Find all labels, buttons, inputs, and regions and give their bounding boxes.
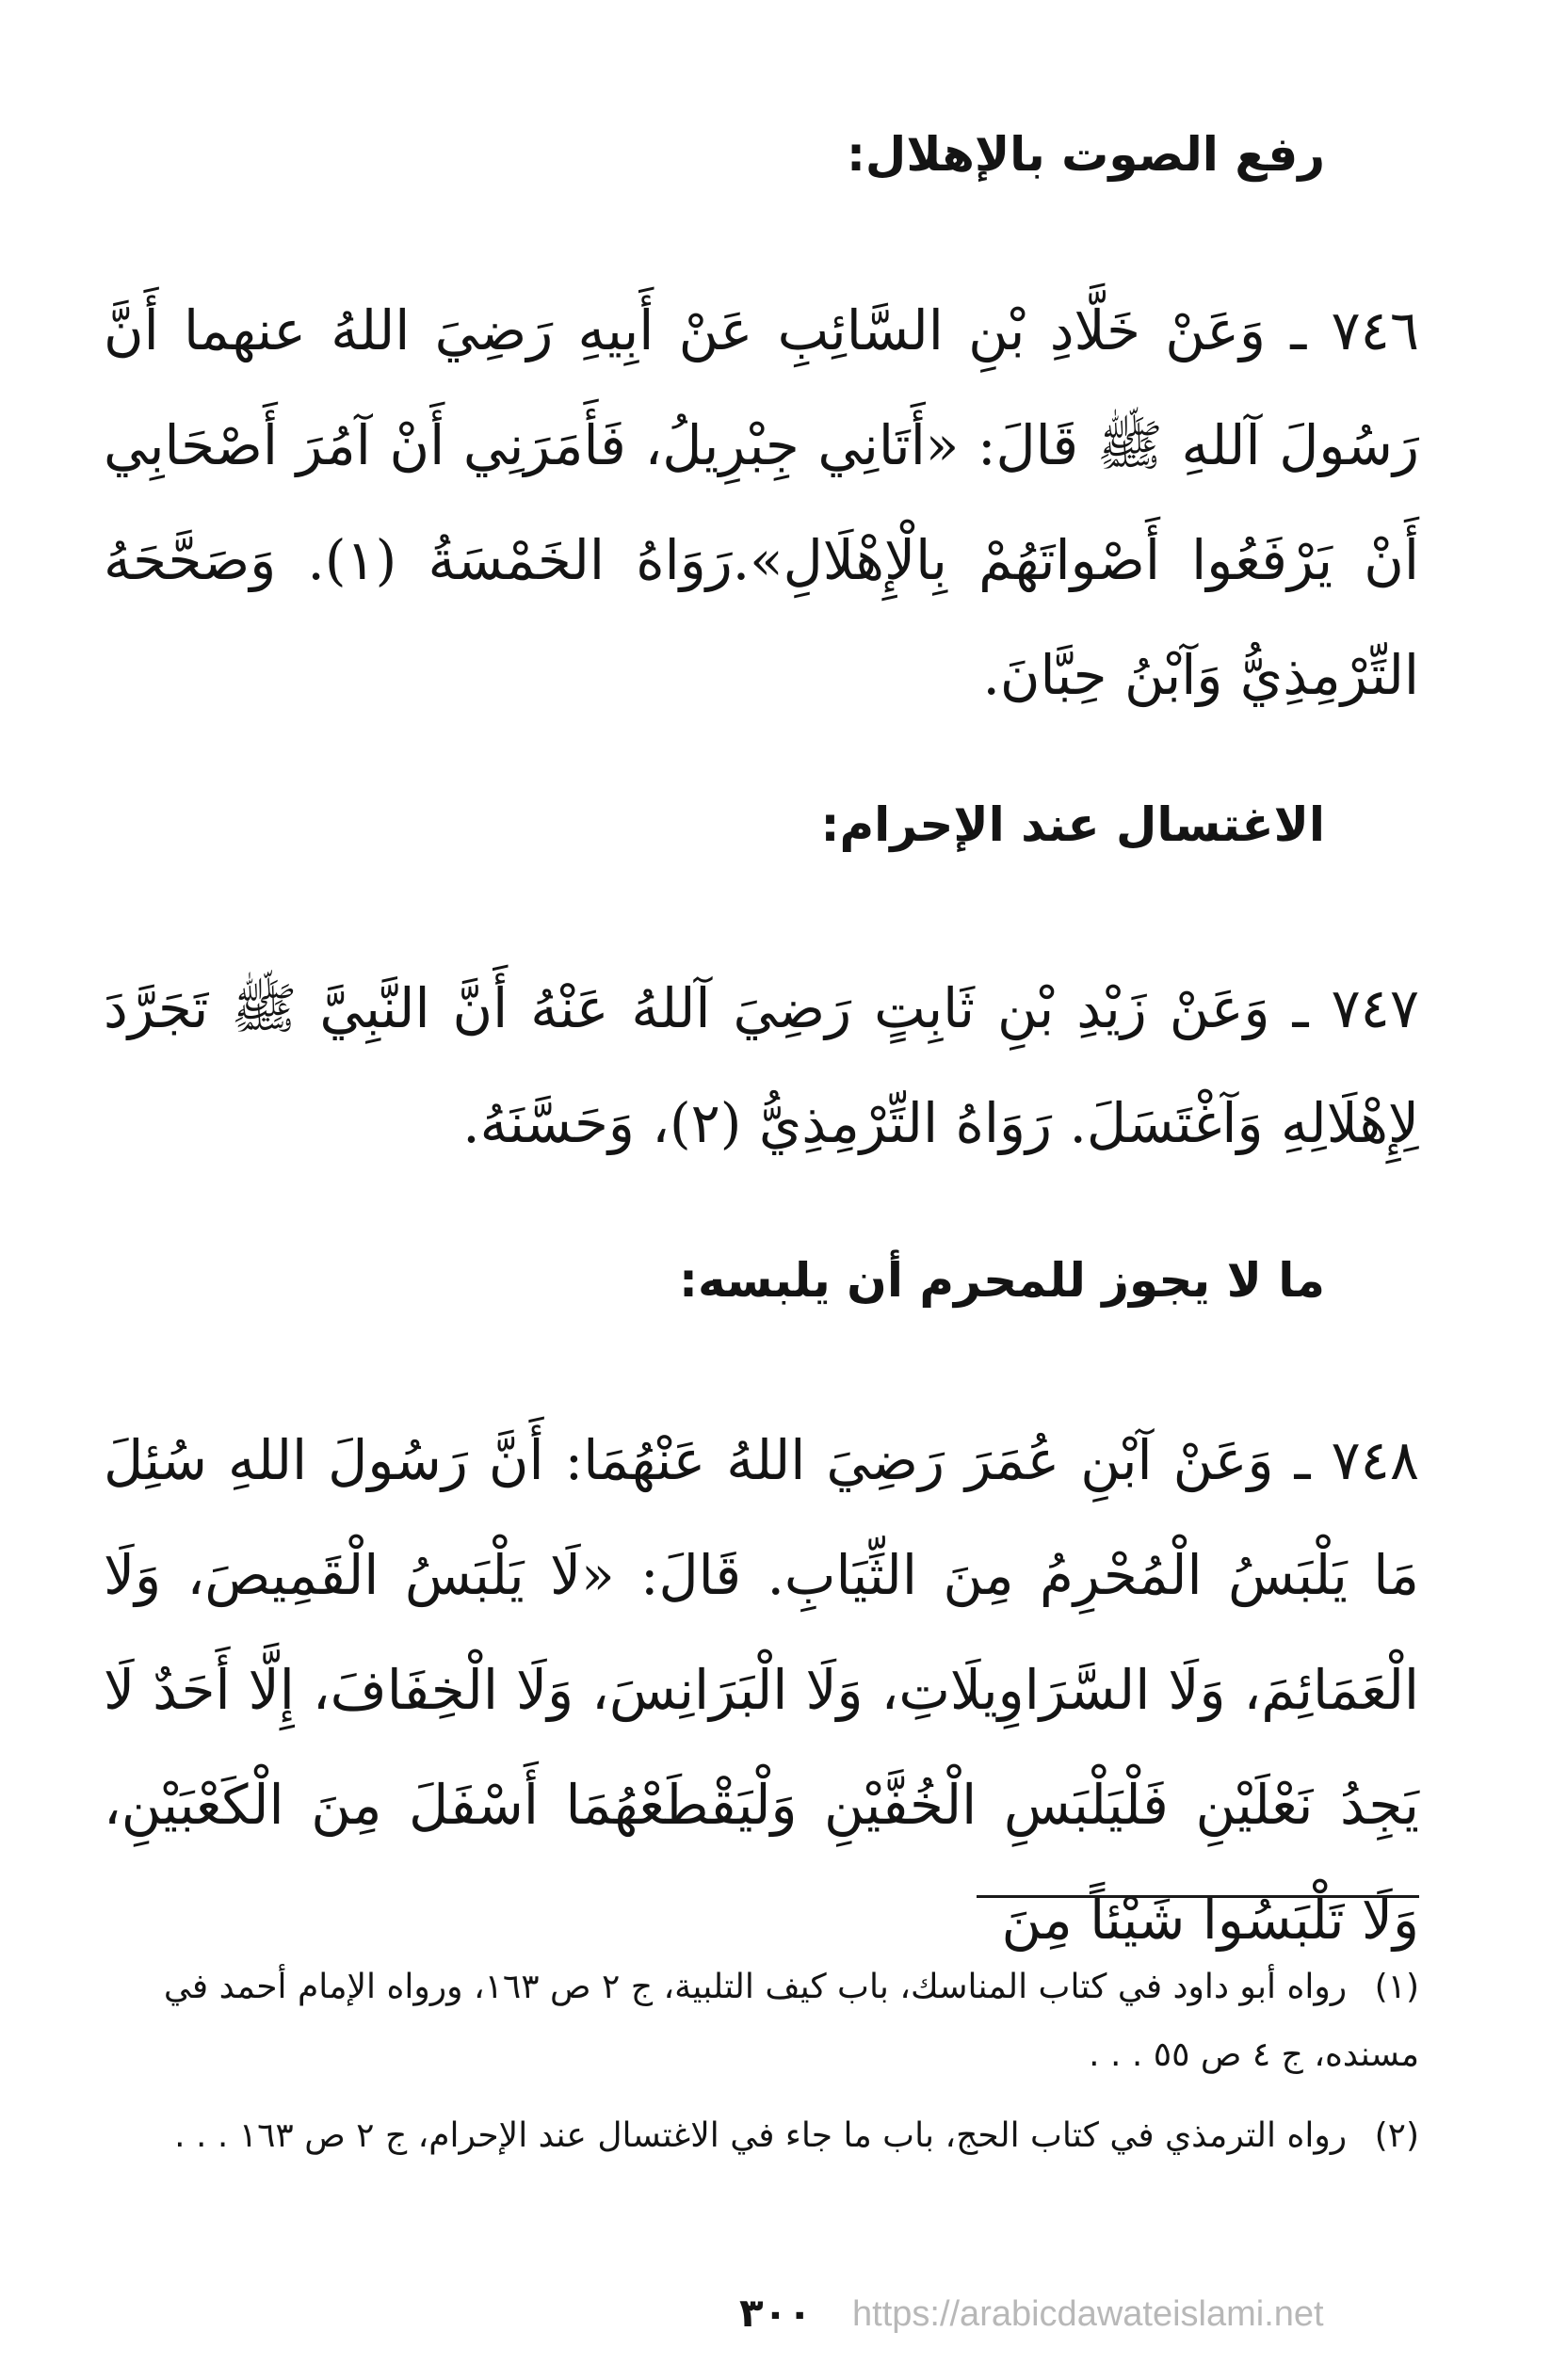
section-heading-forbidden-clothing: ما لا يجوز للمحرم أن يلبسه: [678,1253,1325,1308]
hadith-text: ـ وَعَنْ آبْنِ عُمَرَ رَضِيَ اللهُ عَنْهُمَا: أَنَّ رَسُولَ اللهِ سُئِلَ مَا يَلْبَسُ الْمُحْرِمُ مِنَ الثِّيَابِ. قَالَ: «لَا يَلْبَسُ الْقَمِيصَ، وَلَا الْعَمَائِمَ، وَلَا السَّرَاوِيلَاتِ، وَلَا الْبَرَانِسَ، وَلَا الْخِفَافَ، إِلَّا أَحَدٌ لَا يَجِدُ نَعْلَيْنِ فَلْيَلْبَسِ الْخُفَّيْنِ وَلْيَقْطَعْهُمَا أَسْفَلَ مِنَ الْكَعْبَيْنِ، وَلَا تَلْبَسُوا شَيْئاً مِنَ [104,1428,1419,1952]
watermark-url: https://arabicdawateislami.net [852,2294,1324,2334]
hadith-number: ٧٤٧ [1331,976,1419,1040]
hadith-text: ـ وَعَنْ خَلَّادِ بْنِ السَّائِبِ عَنْ أَبِيهِ رَضِيَ اللهُ عنهما أَنَّ رَسُولَ آللهِ ﷺ قَالَ: «أَتَانِي جِبْرِيلُ، فَأَمَرَنِي أَنْ آمُرَ أَصْحَابِي أَنْ يَرْفَعُوا أَصْواتَهُمْ بِالْإِهْلَالِ».رَوَاهُ الخَمْسَةُ (١). وَصَحَّحَهُ التِّرْمِذِيُّ وَآبْنُ حِبَّانَ. [104,298,1419,707]
footnote-number: (١) [1374,1968,1419,2006]
footnote-number: (٢) [1374,2116,1419,2155]
hadith-746 [104,273,1419,732]
hadith-number: ٧٤٨ [1331,1428,1419,1492]
footnote-text: رواه أبو داود في كتاب المناسك، باب كيف التلبية، ج ٢ ص ١٦٣، ورواه الإمام أحمد في مسنده، ج ٤ ص ٥٥ . . . [163,1968,1419,2074]
footnotes [104,1954,1419,2183]
page-number: ٣٠٠ [739,2290,812,2336]
footnote-text: رواه الترمذي في كتاب الحج، باب ما جاء في الاغتسال عند الإحرام، ج ٢ ص ١٦٣ . . . [174,2116,1348,2155]
footnote-divider [977,1895,1419,1898]
hadith-text: ـ وَعَنْ زَيْدِ بْنِ ثَابِتٍ رَضِيَ آللهُ عَنْهُ أَنَّ النَّبِيَّ ﷺ تَجَرَّدَ لِإِهْلَالِهِ وَآغْتَسَلَ. رَوَاهُ التِّرْمِذِيُّ (٢)، وَحَسَّنَهُ. [104,976,1419,1155]
footnote-1 [104,1954,1419,2089]
hadith-747 [104,951,1419,1181]
hadith-748 [104,1403,1419,1977]
hadith-number: ٧٤٦ [1331,298,1419,362]
section-heading-ghusl-ihram: الاغتسال عند الإحرام: [820,797,1325,852]
section-heading-raising-voice: رفع الصوت بالإهلال: [846,127,1325,182]
footnote-2 [104,2102,1419,2170]
